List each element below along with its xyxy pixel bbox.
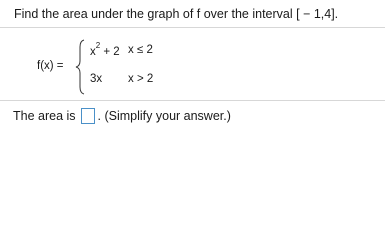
- piece2-condition: x > 2: [128, 73, 154, 85]
- answer-line: [13, 108, 231, 124]
- answer-input[interactable]: [81, 108, 95, 124]
- divider-top: [0, 27, 385, 28]
- question-prompt: Find the area under the graph of f over the interval [ − 1,4].: [14, 7, 339, 21]
- piece1-expression: $x^2 + 2$: [90, 41, 120, 58]
- piecewise-function: [37, 37, 237, 97]
- answer-prefix: The area is: [13, 109, 76, 123]
- left-brace-icon: [74, 39, 86, 95]
- answer-suffix: . (Simplify your answer.): [97, 109, 231, 123]
- piece2-expression: 3x: [90, 73, 103, 85]
- function-name: f(x) =: [37, 60, 64, 72]
- piece1-condition: x ≤ 2: [128, 44, 153, 56]
- divider-bottom: [0, 100, 385, 101]
